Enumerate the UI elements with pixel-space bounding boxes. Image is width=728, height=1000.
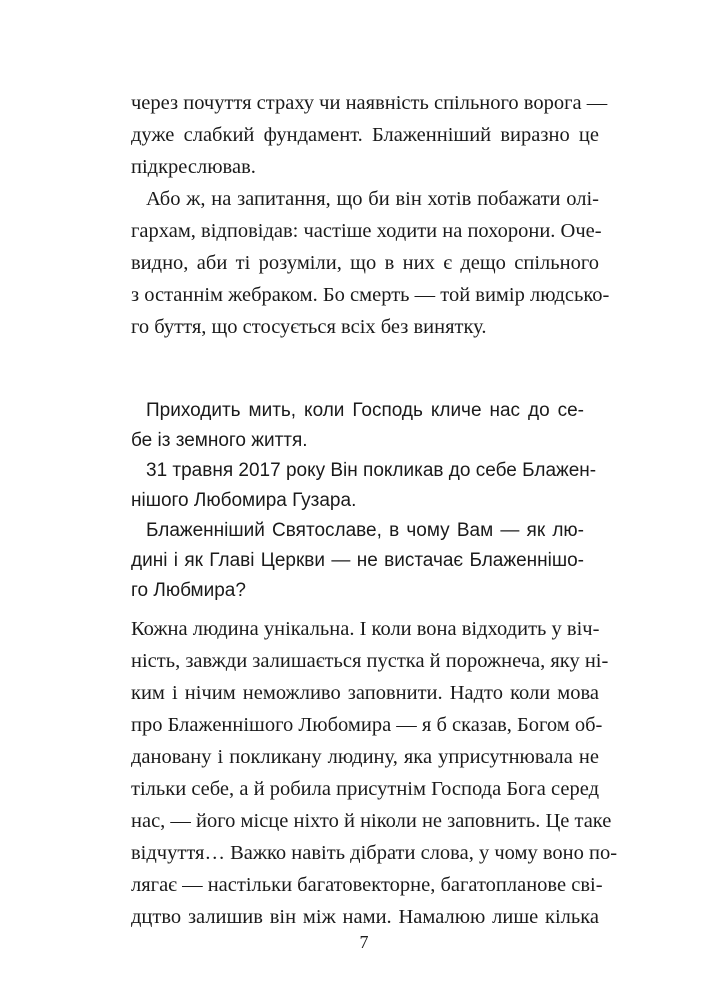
- text-line: дуже слабкий фундамент. Блаженніший виразно це: [131, 124, 599, 146]
- page-number: 7: [359, 932, 369, 952]
- text-line: дцтво залишив він між нами. Намалюю лише кілька: [131, 906, 599, 928]
- question-line: Приходить мить, коли Господь кличе нас до се-: [146, 400, 584, 421]
- text-line: го буття, що стосується всіх без винятку.: [131, 316, 487, 338]
- text-line: ність, завжди залишається пустка й порожнеча, яку ні-: [131, 650, 609, 672]
- text-line: тільки себе, а й робила присутнім Господа Бога серед: [131, 778, 599, 800]
- text-line: гархам, відповідав: частіше ходити на похорони. Оче-: [131, 220, 602, 242]
- text-line: лягає — настільки багатовекторне, багатопланове сві-: [131, 874, 603, 896]
- question-line: го Любмира?: [131, 580, 246, 601]
- text-line: нас, — його місце ніхто й ніколи не заповнить. Це таке: [131, 810, 612, 832]
- text-line: Кожна людина унікальна. І коли вона відходить у віч-: [131, 618, 600, 640]
- question-line: 31 травня 2017 року Він покликав до себе Блажен-: [146, 460, 597, 481]
- text-line: з останнім жебраком. Бо смерть — той вимір людсько-: [131, 284, 610, 306]
- question-line: нішого Любомира Гузара.: [131, 490, 357, 511]
- text-line: ким і нічим неможливо заповнити. Надто коли мова: [131, 682, 599, 704]
- text-line: через почуття страху чи наявність спільного ворога —: [131, 92, 608, 114]
- text-line: Або ж, на запитання, що би він хотів побажати олі-: [146, 188, 599, 210]
- text-line: дановану і покликану людину, яка уприсутнювала не: [131, 746, 599, 768]
- text-line: видно, аби ті розуміли, що в них є дещо спільного: [131, 252, 599, 274]
- question-line: бе із земного життя.: [131, 430, 308, 451]
- text-line: про Блаженнішого Любомира — я б сказав, Богом об-: [131, 714, 603, 736]
- text-line: відчуття… Важко навіть дібрати слова, у чому воно по-: [131, 842, 618, 864]
- text-line: підкреслював.: [131, 156, 256, 178]
- question-line: дині і як Главі Церкви — не вистачає Блаженнішо-: [131, 550, 584, 571]
- question-line: Блаженніший Святославе, в чому Вам — як лю-: [146, 520, 584, 541]
